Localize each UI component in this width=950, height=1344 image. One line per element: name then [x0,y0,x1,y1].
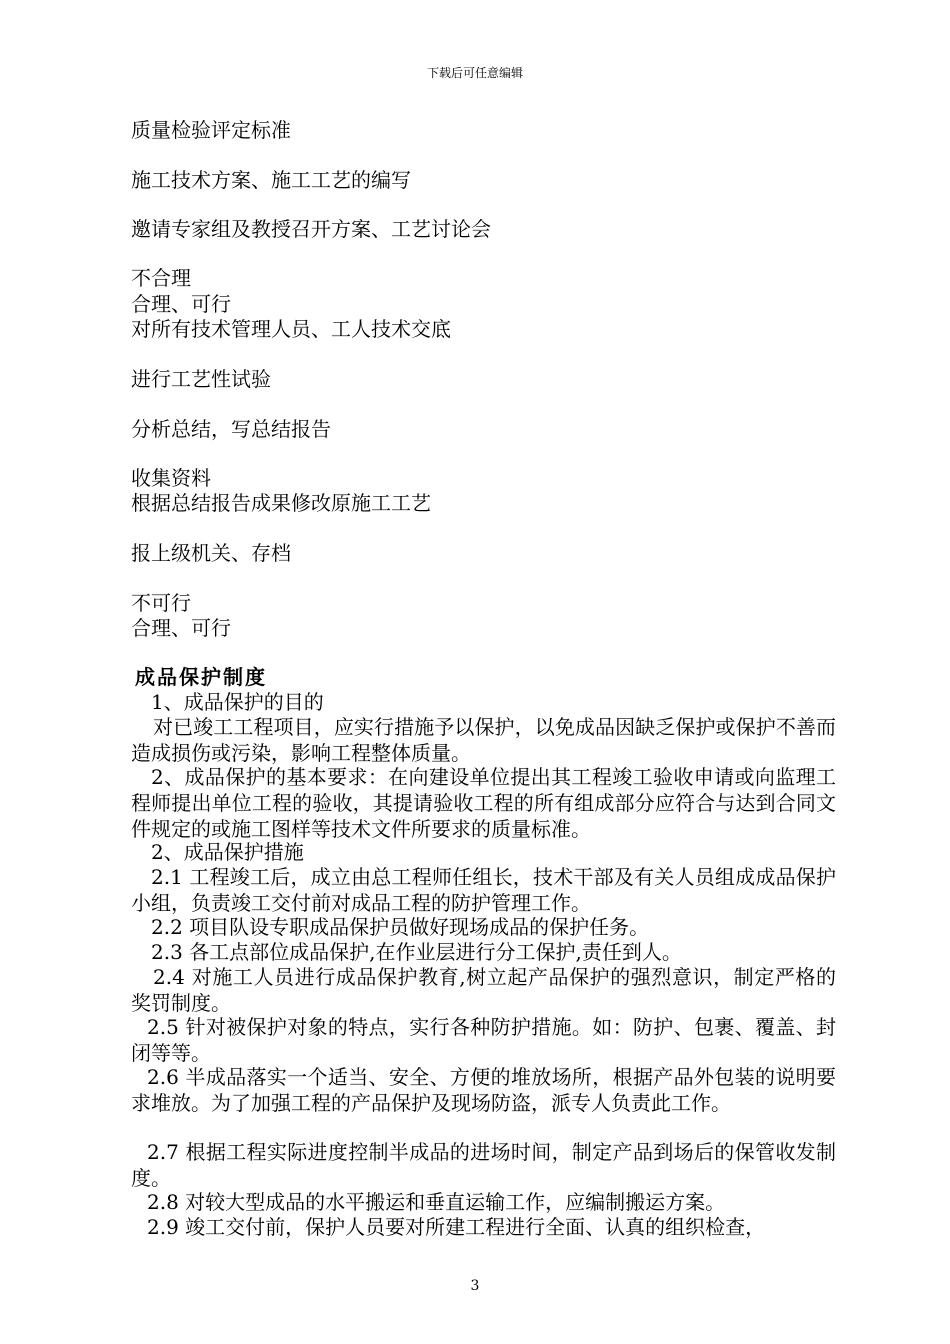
paragraph-2-8: 2.8 对较大型成品的水平搬运和垂直运输工作，应编制搬运方案。 [147,1190,726,1214]
paragraph-2-7: 2.7 根据工程实际进度控制半成品的进场时间，制定产品到场后的保管收发制度。 [131,1140,836,1190]
flow-not-feasible: 不可行 [131,591,191,615]
paragraph-2-9: 2.9 竣工交付前，保护人员要对所建工程进行全面、认真的组织检查， [147,1215,766,1239]
flow-expert-meeting: 邀请专家组及教授召开方案、工艺讨论会 [131,217,491,241]
flow-technical-briefing: 对所有技术管理人员、工人技术交底 [131,317,451,341]
paragraph-2-4: 2.4 对施工人员进行成品保护教育,树立起产品保护的强烈意识，制定严格的奖罚制度。 [131,965,836,1015]
flow-collect-data: 收集资料 [131,466,211,490]
flow-report-archive: 报上级机关、存档 [131,541,291,565]
paragraph-purpose: 对已竣工工程项目，应实行措施予以保护，以免成品因缺乏保护或保护不善而造成损伤或污染，影响工程整体质量。 [131,715,836,765]
flow-summary-report: 分析总结，写总结报告 [131,417,331,441]
paragraph-2-3: 2.3 各工点部位成品保护,在作业层进行分工保护,责任到人。 [151,940,682,964]
page-number: 3 [470,1278,480,1294]
flow-revise-process: 根据总结报告成果修改原施工工艺 [131,491,431,515]
page-header: 下载后可任意编辑 [426,66,523,80]
paragraph-purpose-heading: 1、成品保护的目的 [151,690,324,714]
paragraph-2-6: 2.6 半成品落实一个适当、安全、方便的堆放场所，根据产品外包装的说明要求堆放。为了加强工程的产品保护及现场防盗，派专人负责此工作。 [131,1065,836,1115]
flow-feasible: 合理、可行 [131,292,231,316]
flow-process-test: 进行工艺性试验 [131,367,271,391]
paragraph-basic-requirements: 2、成品保护的基本要求：在向建设单位提出其工程竣工验收申请或向监理工程师提出单位工程的验收，其提请验收工程的所有组成部分应符合与达到合同文件规定的或施工图样等技术文件所要求的质量标准。 [131,765,836,841]
flow-feasible-2: 合理、可行 [131,616,231,640]
paragraph-measures-heading: 2、成品保护措施 [151,840,304,864]
flow-unreasonable: 不合理 [131,266,191,290]
paragraph-2-5: 2.5 针对被保护对象的特点，实行各种防护措施。如：防护、包裹、覆盖、封闭等等。 [131,1015,836,1065]
flow-plan-writing: 施工技术方案、施工工艺的编写 [131,168,411,192]
section-title: 成品保护制度 [135,665,267,689]
paragraph-2-2: 2.2 项目队设专职成品保护员做好现场成品的保护任务。 [151,915,650,939]
paragraph-2-1: 2.1 工程竣工后，成立由总工程师任组长，技术干部及有关人员组成成品保护小组，负责竣工交付前对成品工程的防护管理工作。 [131,865,836,915]
flow-quality-standard: 质量检验评定标准 [131,118,291,142]
